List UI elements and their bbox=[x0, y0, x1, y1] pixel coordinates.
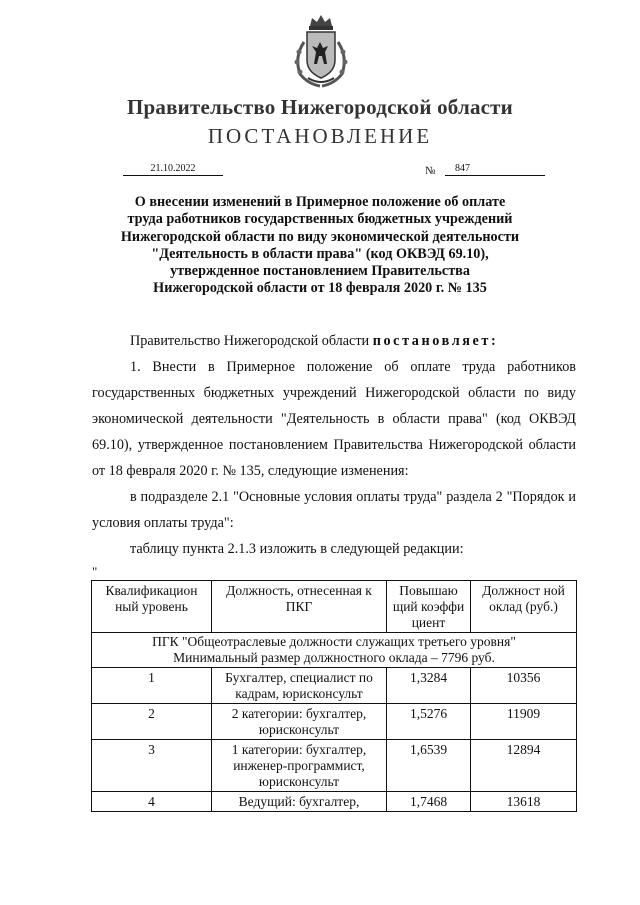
header-position: Должность, отнесенная к ПКГ bbox=[212, 581, 387, 633]
cell-level: 2 bbox=[92, 704, 212, 740]
table-intro: таблицу пункта 2.1.3 изложить в следующей редакции: bbox=[130, 541, 464, 557]
preamble-text: Правительство Нижегородской области bbox=[130, 333, 370, 349]
coat-of-arms-emblem bbox=[290, 12, 352, 90]
cell-coefficient: 1,3284 bbox=[387, 668, 471, 704]
cell-level: 1 bbox=[92, 668, 212, 704]
document-date: 21.10.2022 bbox=[123, 163, 223, 176]
table-row bbox=[92, 740, 577, 792]
table-row bbox=[92, 704, 577, 740]
cell-coefficient: 1,6539 bbox=[387, 740, 471, 792]
cell-coefficient: 1,7468 bbox=[387, 792, 471, 812]
cell-position: Ведущий: бухгалтер, bbox=[212, 792, 387, 812]
heading-line: труда работников государственных бюджетных учреждений bbox=[127, 211, 513, 228]
heading-line: Нижегородской области от 18 февраля 2020 г. № 135 bbox=[153, 280, 487, 297]
salary-table bbox=[91, 580, 577, 812]
group-min-salary: Минимальный размер должностного оклада – 7796 руб. bbox=[173, 650, 495, 665]
item-1: 1. Внести в Примерное положение об оплате труда работников государственных бюджетных учреждений Нижегородской области по виду экономической деятельности "Деятельность в области права" (код ОКВЭД 69.10), утвержденное постановлением Правительства Нижегородской области от 18 февраля 2020 г. № 135, следующие изменения: bbox=[92, 359, 576, 479]
cell-level: 3 bbox=[92, 740, 212, 792]
document-heading bbox=[95, 194, 545, 298]
open-quote: " bbox=[92, 564, 98, 579]
preamble-resolves: постановляет: bbox=[372, 333, 499, 349]
heading-line: О внесении изменений в Примерное положение об оплате bbox=[134, 194, 506, 210]
heading-line: "Деятельность в области права" (код ОКВЭД 69.10), bbox=[151, 245, 489, 262]
document-type: ПОСТАНОВЛЕНИЕ bbox=[207, 124, 433, 148]
preamble bbox=[92, 328, 576, 354]
header-salary: Должност ной оклад (руб.) bbox=[471, 581, 577, 633]
cell-salary: 11909 bbox=[471, 704, 577, 740]
group-title: ПГК "Общеотраслевые должности служащих третьего уровня" bbox=[152, 634, 516, 649]
group-cell bbox=[92, 633, 577, 668]
header-level: Квалификацион ный уровень bbox=[92, 581, 212, 633]
table-header-row bbox=[92, 581, 577, 633]
cell-coefficient: 1,5276 bbox=[387, 704, 471, 740]
cell-salary: 10356 bbox=[471, 668, 577, 704]
cell-position: 2 категории: бухгалтер, юрисконсульт bbox=[212, 704, 387, 740]
cell-salary: 12894 bbox=[471, 740, 577, 792]
government-title: Правительство Нижегородской области bbox=[127, 95, 513, 119]
cell-position: Бухгалтер, специалист по кадрам, юрисконсульт bbox=[212, 668, 387, 704]
subsection-text: в подразделе 2.1 "Основные условия оплаты труда" раздела 2 "Порядок и условия оплаты труда": bbox=[92, 489, 576, 531]
cell-position: 1 категории: бухгалтер, инженер-программист, юрисконсульт bbox=[212, 740, 387, 792]
table-group-row bbox=[92, 633, 577, 668]
number-sign: № bbox=[425, 165, 436, 177]
heading-line: Нижегородской области по виду экономической деятельности bbox=[120, 228, 520, 245]
table-row bbox=[92, 792, 577, 812]
header-coefficient: Повышаю щий коэффи циент bbox=[387, 581, 471, 633]
cell-level: 4 bbox=[92, 792, 212, 812]
document-number: 847 bbox=[455, 163, 470, 174]
heading-line: утвержденное постановлением Правительства bbox=[170, 263, 470, 280]
document-number-field bbox=[445, 163, 545, 176]
cell-salary: 13618 bbox=[471, 792, 577, 812]
table-row bbox=[92, 668, 577, 704]
document-body bbox=[92, 328, 576, 562]
